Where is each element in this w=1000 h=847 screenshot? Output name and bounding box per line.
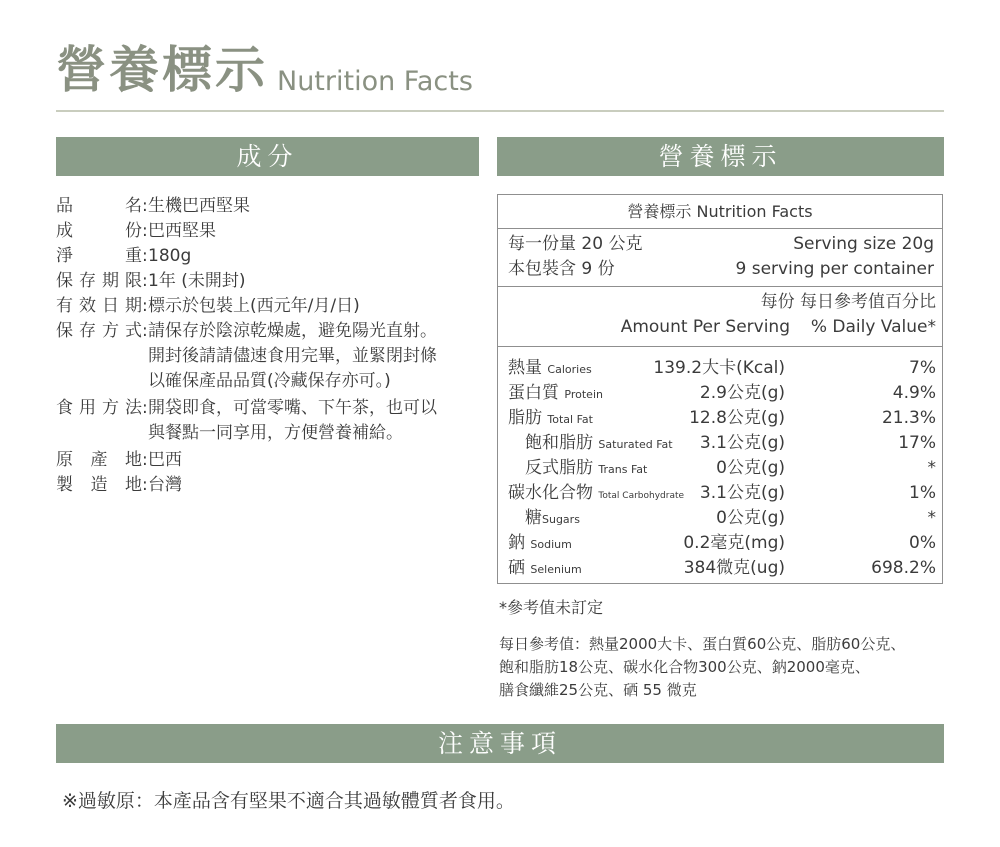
daily-value-header: % Daily Value* xyxy=(810,317,936,337)
ingredient-value: 巴西堅果 xyxy=(148,221,216,241)
nutrient-label xyxy=(508,381,603,407)
nutrient-name-en: Selenium xyxy=(530,563,582,576)
nutrient-daily-value: 4.9% xyxy=(892,383,936,403)
colon: : xyxy=(142,196,148,216)
nutrient-name-en: Total Carbohydrate xyxy=(598,491,685,501)
nutrient-amount: 384微克(ug) xyxy=(683,558,785,578)
servings-per-container-zh: 本包裝含 9 份 xyxy=(508,259,615,279)
nutrient-name-en: Sodium xyxy=(530,538,572,551)
per-serving-header-zh: 每份 每日參考值百分比 xyxy=(760,292,936,312)
divider xyxy=(498,228,942,229)
nutrient-amount: 0.2毫克(mg) xyxy=(683,533,785,553)
ingredient-value: 巴西 xyxy=(148,450,182,470)
ingredients-section-header: 成分 xyxy=(56,137,479,176)
ingredient-key: 品名 xyxy=(56,196,142,216)
ingredient-key: 成份 xyxy=(56,221,142,241)
usage-continuation: 與餐點一同享用，方便營養補給。 xyxy=(148,423,403,443)
serving-size-zh: 每一份量 20 公克 xyxy=(508,234,643,254)
colon: : xyxy=(142,321,148,341)
footnote-reference-line: 膳食纖維25公克、硒 55 微克 xyxy=(499,681,697,699)
colon: : xyxy=(142,475,148,495)
notes-section-header: 注意事項 xyxy=(56,724,944,763)
ingredient-key: 食用方法 xyxy=(56,398,142,418)
nutrient-amount: 2.9公克(g) xyxy=(699,383,785,403)
nutrient-label xyxy=(508,531,572,557)
footnote-reference-line: 每日參考值：熱量2000大卡、蛋白質60公克、脂肪60公克、 xyxy=(499,635,906,653)
ingredient-key: 淨重 xyxy=(56,246,142,266)
nutrient-daily-value: 0% xyxy=(909,533,936,553)
ingredient-value: 台灣 xyxy=(148,475,182,495)
nutrient-name-zh: 碳水化合物 xyxy=(508,483,593,503)
nutrition-table-title: 營養標示 Nutrition Facts xyxy=(627,202,813,221)
nutrient-name-zh: 飽和脂肪 xyxy=(525,433,593,453)
nutrient-amount: 0公克(g) xyxy=(716,458,785,478)
nutrient-daily-value: 698.2% xyxy=(871,558,936,578)
ingredient-key: 原產地 xyxy=(56,450,142,470)
nutrient-label xyxy=(525,506,580,532)
colon: : xyxy=(142,271,148,291)
nutrient-daily-value: 7% xyxy=(909,358,936,378)
nutrient-name-zh: 脂肪 xyxy=(508,408,542,428)
nutrient-name-en: Trans Fat xyxy=(598,463,648,476)
nutrient-name-en: Total Fat xyxy=(547,413,593,426)
allergen-notice: ※過敏原：本產品含有堅果不適合其過敏體質者食用。 xyxy=(62,790,515,812)
nutrient-daily-value: * xyxy=(927,508,936,528)
nutrient-name-zh: 硒 xyxy=(508,558,525,578)
footnote-not-established: *參考值未訂定 xyxy=(499,598,604,617)
nutrient-name-zh: 糖 xyxy=(525,508,542,528)
servings-per-container-en: 9 serving per container xyxy=(735,259,934,279)
storage-continuation: 開封後請請儘速食用完畢，並緊閉封條 xyxy=(148,346,437,366)
nutrition-section-header: 營養標示 xyxy=(497,137,944,176)
colon: : xyxy=(142,296,148,316)
nutrient-name-zh: 蛋白質 xyxy=(508,383,559,403)
ingredient-value: 生機巴西堅果 xyxy=(148,196,250,216)
colon: : xyxy=(142,398,148,418)
ingredient-key: 有效日期 xyxy=(56,296,142,316)
nutrient-daily-value: 17% xyxy=(898,433,936,453)
ingredient-value: 1年 (未開封) xyxy=(148,271,246,291)
title-divider xyxy=(56,110,944,112)
colon: : xyxy=(142,450,148,470)
colon: : xyxy=(142,246,148,266)
nutrient-amount: 3.1公克(g) xyxy=(699,433,785,453)
page-subtitle: Nutrition Facts xyxy=(277,66,473,97)
nutrient-label xyxy=(508,481,684,508)
nutrient-name-zh: 鈉 xyxy=(508,533,525,553)
ingredient-key: 保存期限 xyxy=(56,271,142,291)
nutrient-name-zh: 反式脂肪 xyxy=(525,458,593,478)
nutrient-name-zh: 熱量 xyxy=(508,358,542,378)
ingredient-key: 製造地 xyxy=(56,475,142,495)
nutrition-facts-table xyxy=(497,194,943,584)
nutrient-amount: 3.1公克(g) xyxy=(699,483,785,503)
ingredient-value: 180g xyxy=(148,246,192,266)
nutrient-daily-value: * xyxy=(927,458,936,478)
nutrient-label xyxy=(508,556,582,582)
nutrient-label xyxy=(525,431,673,457)
footnote-reference-line: 飽和脂肪18公克、碳水化合物300公克、鈉2000毫克、 xyxy=(499,658,870,676)
amount-per-serving-header: Amount Per Serving xyxy=(620,317,790,337)
ingredient-value: 標示於包裝上(西元年/月/日) xyxy=(148,296,360,316)
divider xyxy=(498,286,942,287)
nutrient-amount: 0公克(g) xyxy=(716,508,785,528)
ingredient-value: 請保存於陰涼乾燥處，避免陽光直射。 xyxy=(148,321,437,341)
nutrient-name-en: Protein xyxy=(564,388,603,401)
nutrient-amount: 139.2大卡(Kcal) xyxy=(653,358,785,378)
nutrient-daily-value: 1% xyxy=(909,483,936,503)
ingredient-value: 開袋即食，可當零嘴、下午茶，也可以 xyxy=(148,398,437,418)
nutrient-label xyxy=(508,356,592,382)
storage-continuation: 以確保產品品質(冷藏保存亦可。) xyxy=(148,371,391,391)
nutrient-name-en: Saturated Fat xyxy=(598,438,673,451)
ingredient-key: 保存方式 xyxy=(56,321,142,341)
nutrient-name-en: Calories xyxy=(547,363,592,376)
nutrient-daily-value: 21.3% xyxy=(881,408,936,428)
divider xyxy=(498,346,942,347)
serving-size-en: Serving size 20g xyxy=(793,234,934,254)
nutrient-name-en: Sugars xyxy=(542,513,580,526)
nutrient-label xyxy=(525,456,647,482)
colon: : xyxy=(142,221,148,241)
nutrient-amount: 12.8公克(g) xyxy=(689,408,785,428)
page-title: 營養標示 xyxy=(56,40,268,99)
nutrient-label xyxy=(508,406,593,432)
